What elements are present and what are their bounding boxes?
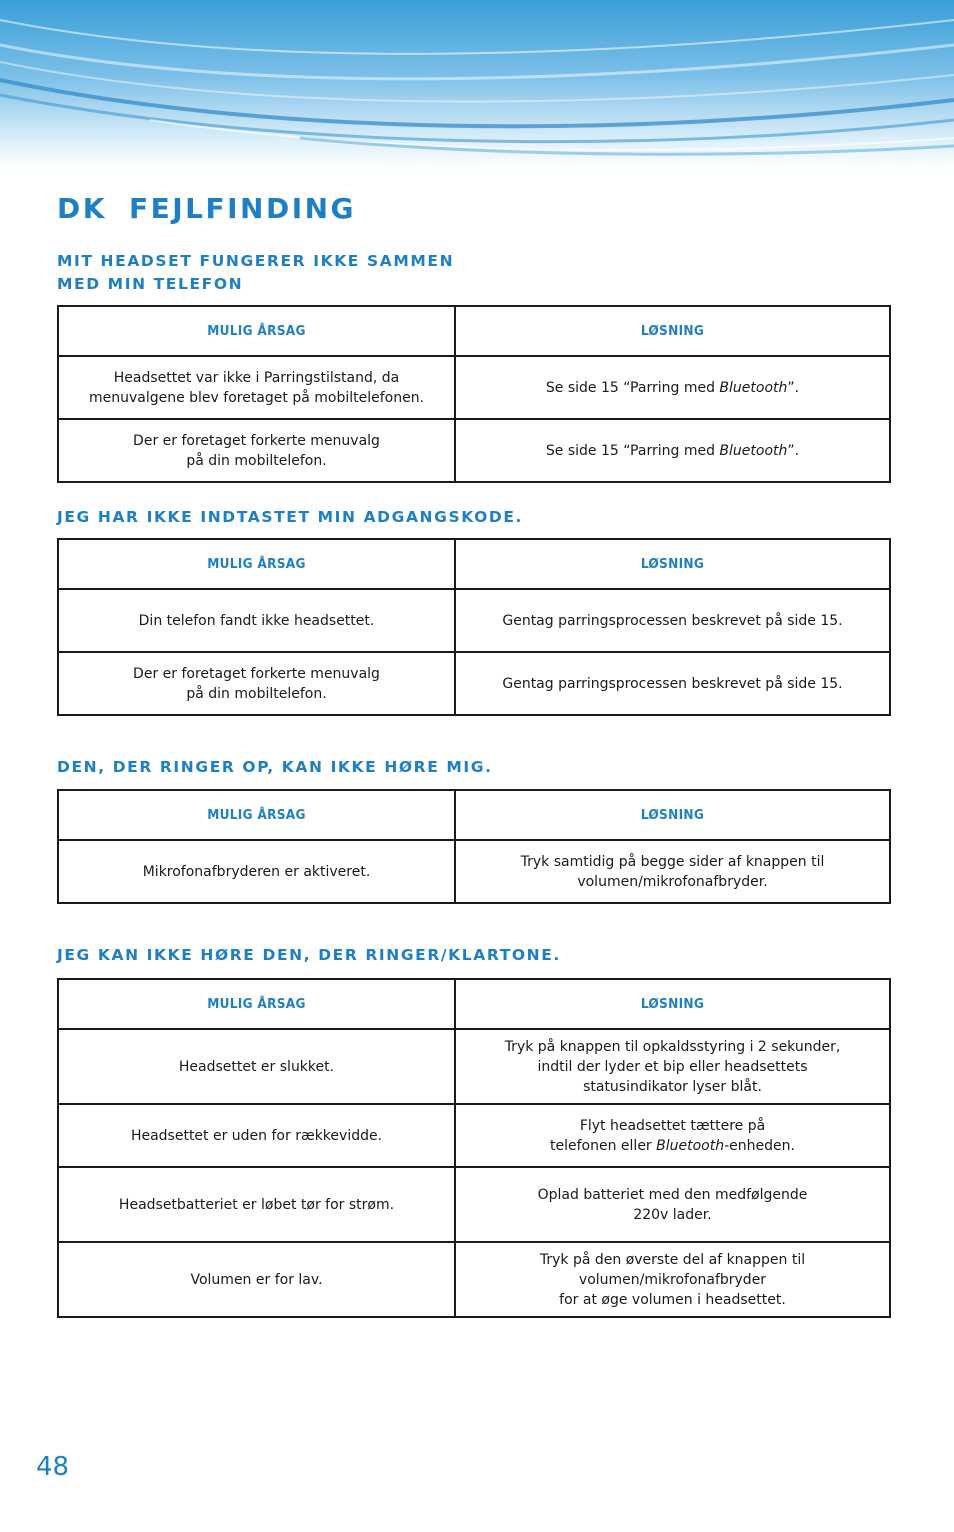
language-code: DK <box>57 192 107 225</box>
section-title-line: JEG HAR IKKE INDTASTET MIN ADGANGSKODE. <box>57 508 524 526</box>
solution-cell <box>455 840 890 903</box>
column-header-cause: MULIG ÅRSAG <box>58 539 455 589</box>
solution-cell <box>455 356 890 419</box>
solution-post: -enheden. <box>724 1137 795 1154</box>
solution-em: Bluetooth <box>719 442 788 459</box>
troubleshooting-table-3 <box>57 789 891 904</box>
section-title-caller-cannot-hear <box>57 756 493 779</box>
cause-line: Headsettet er slukket. <box>178 1058 335 1075</box>
cause-cell <box>58 356 455 419</box>
section-title-headset-not-working <box>57 250 454 296</box>
section-title-cannot-hear-caller <box>57 944 561 967</box>
solution-line: statusindikator lyser blåt. <box>583 1078 762 1095</box>
table-row <box>58 1029 890 1104</box>
solution-line: volumen/mikrofonafbryder <box>578 1271 767 1288</box>
column-header-solution: LØSNING <box>455 979 890 1029</box>
cause-line: menuvalgene blev foretaget på mobiltelefonen. <box>88 389 425 406</box>
solution-pre: Se side 15 “Parring med <box>545 379 720 396</box>
solution-line: indtil der lyder et bip eller headsettets <box>537 1058 808 1075</box>
solution-line: Oplad batteriet med den medfølgende <box>537 1186 808 1203</box>
cause-line: Der er foretaget forkerte menuvalg <box>133 665 380 682</box>
solution-line: Tryk samtidig på begge sider af knappen til <box>520 853 825 870</box>
troubleshooting-table-1 <box>57 305 891 483</box>
section-title-line: DEN, DER RINGER OP, KAN IKKE HØRE MIG. <box>57 758 493 776</box>
section-title-line: MED MIN TELEFON <box>57 275 244 293</box>
solution-line <box>466 378 879 398</box>
cause-line: Headsetbatteriet er løbet tør for strøm. <box>118 1196 395 1213</box>
cause-line: Der er foretaget forkerte menuvalg <box>133 432 380 449</box>
cause-cell <box>58 419 455 482</box>
table-row <box>58 652 890 715</box>
title-text: FEJLFINDING <box>128 192 357 225</box>
solution-cell <box>455 1104 890 1167</box>
cause-cell <box>58 589 455 652</box>
cause-line: Headsettet var ikke i Parringstilstand, da <box>113 369 400 386</box>
table-row <box>58 589 890 652</box>
column-header-solution: LØSNING <box>455 790 890 840</box>
solution-line <box>466 1136 879 1156</box>
solution-pre: telefonen eller <box>550 1137 657 1154</box>
solution-cell <box>455 589 890 652</box>
solution-em: Bluetooth <box>719 379 788 396</box>
solution-line: volumen/mikrofonafbryder. <box>577 873 768 890</box>
solution-cell <box>455 652 890 715</box>
header-banner <box>0 0 954 170</box>
cause-cell <box>58 840 455 903</box>
section-title-line: MIT HEADSET FUNGERER IKKE SAMMEN <box>57 252 455 270</box>
solution-line: Gentag parringsprocessen beskrevet på side 15. <box>502 675 843 692</box>
troubleshooting-table-4 <box>57 978 891 1318</box>
cause-cell <box>58 652 455 715</box>
table-row <box>58 419 890 482</box>
solution-em: Bluetooth <box>656 1137 725 1154</box>
solution-line: for at øge volumen i headsettet. <box>559 1291 786 1308</box>
cause-line: på din mobiltelefon. <box>186 685 327 702</box>
solution-cell <box>455 419 890 482</box>
solution-line: Gentag parringsprocessen beskrevet på side 15. <box>502 612 843 629</box>
cause-cell <box>58 1167 455 1242</box>
solution-post: ”. <box>787 442 800 459</box>
cause-line: på din mobiltelefon. <box>186 452 327 469</box>
cause-cell <box>58 1242 455 1317</box>
troubleshooting-table-2 <box>57 538 891 716</box>
solution-line: 220v lader. <box>633 1206 712 1223</box>
solution-cell <box>455 1029 890 1104</box>
column-header-cause: MULIG ÅRSAG <box>58 790 455 840</box>
solution-line <box>466 441 879 461</box>
table-row <box>58 840 890 903</box>
solution-cell <box>455 1167 890 1242</box>
column-header-solution: LØSNING <box>455 539 890 589</box>
cause-cell <box>58 1029 455 1104</box>
section-title-no-passcode <box>57 506 523 529</box>
solution-line: Flyt headsettet tættere på <box>579 1117 766 1134</box>
section-title-line: JEG KAN IKKE HØRE DEN, DER RINGER/KLARTONE. <box>57 946 561 964</box>
cause-line: Din telefon fandt ikke headsettet. <box>138 612 375 629</box>
solution-line: Tryk på knappen til opkaldsstyring i 2 sekunder, <box>504 1038 841 1055</box>
cause-line: Mikrofonafbryderen er aktiveret. <box>142 863 371 880</box>
cause-line: Headsettet er uden for rækkevidde. <box>130 1127 383 1144</box>
column-header-cause: MULIG ÅRSAG <box>58 979 455 1029</box>
table-row <box>58 1104 890 1167</box>
solution-line: Tryk på den øverste del af knappen til <box>539 1251 806 1268</box>
solution-pre: Se side 15 “Parring med <box>545 442 720 459</box>
solution-cell <box>455 1242 890 1317</box>
column-header-cause: MULIG ÅRSAG <box>58 306 455 356</box>
page-number: 48 <box>36 1452 70 1482</box>
table-row <box>58 1167 890 1242</box>
table-row <box>58 1242 890 1317</box>
column-header-solution: LØSNING <box>455 306 890 356</box>
table-row <box>58 356 890 419</box>
cause-line: Volumen er for lav. <box>190 1271 323 1288</box>
page-title <box>57 192 356 225</box>
cause-cell <box>58 1104 455 1167</box>
solution-post: ”. <box>787 379 800 396</box>
